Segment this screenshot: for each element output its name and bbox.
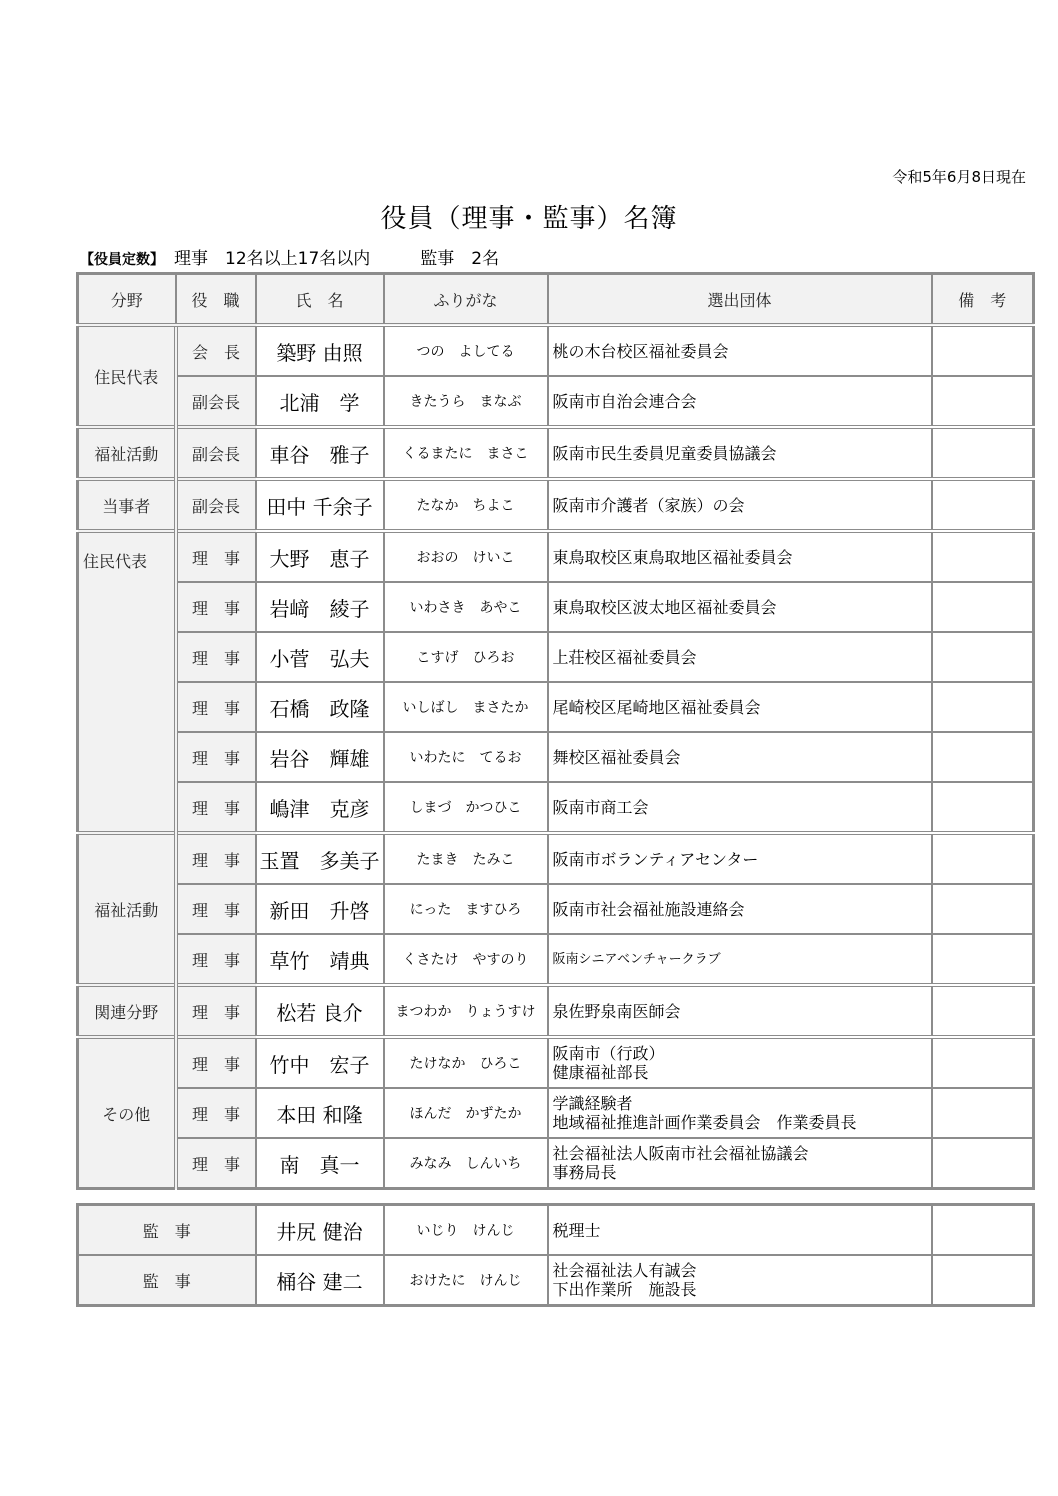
table-row	[78, 1205, 1034, 1256]
field-cell: 福祉活動	[78, 833, 176, 985]
org-line: 健康福祉部長	[552, 1063, 649, 1082]
org-line: 下出作業所 施設長	[552, 1280, 697, 1299]
name-cell: 桶谷 建二	[256, 1255, 384, 1306]
org-line: 社会福祉法人阪南市社会福祉協議会	[552, 1144, 809, 1163]
kana-cell: にった ますひろ	[384, 884, 548, 934]
org-line: 阪南市（行政）	[552, 1044, 665, 1063]
kana-cell: みなみ しんいち	[384, 1138, 548, 1189]
auditors-table	[76, 1203, 1035, 1307]
as-of-date: 令和5年6月8日現在	[892, 168, 1026, 186]
field-cell: 住民代表	[78, 531, 176, 833]
kana-cell: いしばし まさたか	[384, 682, 548, 732]
field-cell: 当事者	[78, 479, 176, 531]
note-cell	[932, 732, 1034, 782]
page-title: 役員（理事・監事）名簿	[380, 204, 678, 234]
note-cell	[932, 782, 1034, 833]
role-cell: 理 事	[176, 934, 256, 985]
note-cell	[932, 1205, 1034, 1256]
kana-cell: いわたに てるお	[384, 732, 548, 782]
table-row	[78, 884, 1034, 934]
role-cell: 監 事	[78, 1205, 256, 1256]
org-cell	[548, 427, 932, 479]
name-cell: 南 真一	[256, 1138, 384, 1189]
org-cell	[548, 833, 932, 884]
role-cell: 副会長	[176, 427, 256, 479]
org-line: 泉佐野泉南医師会	[552, 1001, 681, 1021]
name-cell: 大野 恵子	[256, 531, 384, 582]
role-cell: 理 事	[176, 1088, 256, 1138]
table-row	[78, 682, 1034, 732]
quota-directors: 理事 12名以上17名以内	[174, 249, 371, 269]
org-cell	[548, 325, 932, 376]
role-cell: 会 長	[176, 325, 256, 376]
name-cell: 岩﨑 綾子	[256, 582, 384, 632]
org-line: 桃の木台校区福祉委員会	[552, 341, 729, 361]
table-row	[78, 782, 1034, 833]
note-cell	[932, 833, 1034, 884]
table-row	[78, 1037, 1034, 1088]
directors-table	[76, 272, 1035, 1190]
name-cell: 新田 升啓	[256, 884, 384, 934]
org-cell	[548, 376, 932, 427]
table-row	[78, 632, 1034, 682]
table-header-row	[78, 274, 1034, 326]
note-cell	[932, 934, 1034, 985]
org-cell	[548, 782, 932, 833]
role-cell: 理 事	[176, 985, 256, 1037]
org-line: 阪南シニアベンチャークラブ	[552, 951, 721, 967]
name-cell: 岩谷 輝雄	[256, 732, 384, 782]
note-cell	[932, 531, 1034, 582]
role-cell: 理 事	[176, 531, 256, 582]
table-row	[78, 1255, 1034, 1306]
org-line: 税理士	[552, 1220, 601, 1240]
org-line: 尾崎校区尾崎地区福祉委員会	[552, 697, 761, 717]
kana-cell: たけなか ひろこ	[384, 1037, 548, 1088]
officer-quota	[80, 244, 499, 269]
role-cell: 副会長	[176, 479, 256, 531]
org-line: 阪南市商工会	[552, 797, 649, 817]
note-cell	[932, 1037, 1034, 1088]
name-cell: 竹中 宏子	[256, 1037, 384, 1088]
org-cell	[548, 479, 932, 531]
table-row	[78, 732, 1034, 782]
org-cell	[548, 632, 932, 682]
table-row	[78, 985, 1034, 1037]
kana-cell: きたうら まなぶ	[384, 376, 548, 427]
org-cell	[548, 1138, 932, 1189]
name-cell: 田中 千余子	[256, 479, 384, 531]
name-cell: 北浦 学	[256, 376, 384, 427]
note-cell	[932, 1138, 1034, 1189]
org-cell	[548, 1205, 932, 1256]
table-row	[78, 479, 1034, 531]
role-cell: 理 事	[176, 732, 256, 782]
role-cell: 理 事	[176, 1037, 256, 1088]
org-line: 阪南市ボランティアセンター	[552, 849, 759, 869]
org-cell	[548, 1037, 932, 1088]
org-cell	[548, 1088, 932, 1138]
table-row	[78, 376, 1034, 427]
name-cell: 築野 由照	[256, 325, 384, 376]
kana-cell: まつわか りょうすけ	[384, 985, 548, 1037]
header-field: 分野	[78, 274, 176, 326]
name-cell: 玉置 多美子	[256, 833, 384, 884]
name-cell: 嶋津 克彦	[256, 782, 384, 833]
note-cell	[932, 682, 1034, 732]
kana-cell: ほんだ かずたか	[384, 1088, 548, 1138]
org-line: 学識経験者	[552, 1094, 633, 1113]
kana-cell: くるまたに まさこ	[384, 427, 548, 479]
kana-cell: たまき たみこ	[384, 833, 548, 884]
quota-label: 【役員定数】	[80, 252, 164, 268]
note-cell	[932, 376, 1034, 427]
table-row	[78, 1138, 1034, 1189]
org-cell	[548, 884, 932, 934]
org-line: 事務局長	[552, 1163, 617, 1182]
role-cell: 理 事	[176, 1138, 256, 1189]
org-line: 東鳥取校区東鳥取地区福祉委員会	[552, 547, 793, 567]
table-row	[78, 1088, 1034, 1138]
role-cell: 理 事	[176, 682, 256, 732]
field-cell: 住民代表	[78, 325, 176, 427]
role-cell: 理 事	[176, 632, 256, 682]
role-cell: 副会長	[176, 376, 256, 427]
field-cell: 関連分野	[78, 985, 176, 1037]
org-cell	[548, 934, 932, 985]
name-cell: 井尻 健治	[256, 1205, 384, 1256]
org-cell	[548, 582, 932, 632]
table-row	[78, 833, 1034, 884]
kana-cell: おけたに けんじ	[384, 1255, 548, 1306]
org-cell	[548, 1255, 932, 1306]
note-cell	[932, 1088, 1034, 1138]
kana-cell: くさたけ やすのり	[384, 934, 548, 985]
name-cell: 石橋 政隆	[256, 682, 384, 732]
org-line: 地域福祉推進計画作業委員会 作業委員長	[552, 1113, 857, 1132]
note-cell	[932, 427, 1034, 479]
header-role: 役 職	[176, 274, 256, 326]
note-cell	[932, 985, 1034, 1037]
table-row	[78, 531, 1034, 582]
name-cell: 小菅 弘夫	[256, 632, 384, 682]
org-line: 東鳥取校区波太地区福祉委員会	[552, 597, 777, 617]
org-cell	[548, 682, 932, 732]
table-row	[78, 582, 1034, 632]
field-cell: 福祉活動	[78, 427, 176, 479]
header-kana: ふりがな	[384, 274, 548, 326]
table-row	[78, 934, 1034, 985]
role-cell: 理 事	[176, 582, 256, 632]
header-name: 氏 名	[256, 274, 384, 326]
role-cell: 監 事	[78, 1255, 256, 1306]
role-cell: 理 事	[176, 833, 256, 884]
field-cell: その他	[78, 1037, 176, 1189]
name-cell: 車谷 雅子	[256, 427, 384, 479]
note-cell	[932, 632, 1034, 682]
note-cell	[932, 479, 1034, 531]
quota-auditors: 監事 2名	[420, 249, 500, 269]
name-cell: 松若 良介	[256, 985, 384, 1037]
note-cell	[932, 884, 1034, 934]
role-cell: 理 事	[176, 782, 256, 833]
kana-cell: おおの けいこ	[384, 531, 548, 582]
org-line: 社会福祉法人有誠会	[552, 1261, 697, 1280]
org-line: 阪南市介護者（家族）の会	[552, 495, 745, 515]
kana-cell: こすげ ひろお	[384, 632, 548, 682]
role-cell: 理 事	[176, 884, 256, 934]
org-line: 阪南市社会福祉施設連絡会	[552, 899, 745, 919]
org-line: 上荘校区福祉委員会	[552, 647, 697, 667]
header-note: 備 考	[932, 274, 1034, 326]
org-cell	[548, 531, 932, 582]
table-row	[78, 325, 1034, 376]
org-line: 阪南市民生委員児童委員協議会	[552, 443, 777, 463]
kana-cell: しまづ かつひこ	[384, 782, 548, 833]
name-cell: 草竹 靖典	[256, 934, 384, 985]
name-cell: 本田 和隆	[256, 1088, 384, 1138]
header-org: 選出団体	[548, 274, 932, 326]
kana-cell: つの よしてる	[384, 325, 548, 376]
kana-cell: いわさき あやこ	[384, 582, 548, 632]
note-cell	[932, 1255, 1034, 1306]
org-cell	[548, 985, 932, 1037]
kana-cell: たなか ちよこ	[384, 479, 548, 531]
kana-cell: いじり けんじ	[384, 1205, 548, 1256]
table-row	[78, 427, 1034, 479]
note-cell	[932, 582, 1034, 632]
note-cell	[932, 325, 1034, 376]
org-cell	[548, 732, 932, 782]
org-line: 舞校区福祉委員会	[552, 747, 681, 767]
org-line: 阪南市自治会連合会	[552, 391, 697, 411]
